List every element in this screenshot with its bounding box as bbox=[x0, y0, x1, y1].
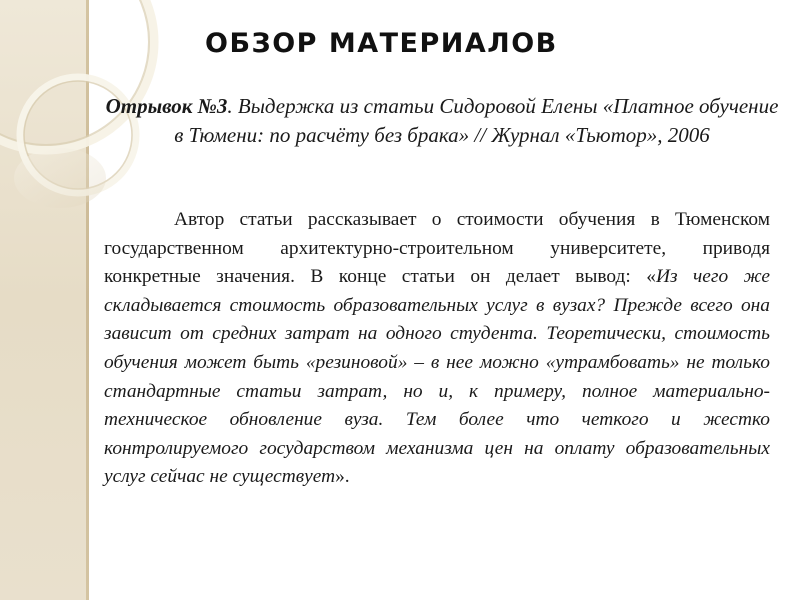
slide-title: ОБЗОР МАТЕРИАЛОВ bbox=[205, 28, 558, 59]
excerpt-heading bbox=[104, 92, 780, 150]
article-summary-paragraph bbox=[104, 206, 770, 492]
author-quote: Из чего же складывается стоимость образовательных услуг в вузах? Прежде всего она зависит от средних затрат на одного студента. Теоретически, стоимость обучения может быть «резиновой» – в нее можно «утрамбовать» не только стандартные статьи затрат, но и, к примеру, полное материально-техническое обновление вуза. Тем более что четкого и жестко контролируемого государством механизма цен на оплату образовательных услуг сейчас не существует bbox=[104, 266, 770, 488]
excerpt-label: Отрывок №3 bbox=[105, 94, 228, 118]
summary-intro: Автор статьи рассказывает о стоимости обучения в Тюменском государственном архитектурно-строительном университете, приводя конкретные значения. В конце статьи он делает вывод: « bbox=[104, 209, 770, 288]
ring-highlight bbox=[14, 148, 106, 208]
excerpt-source: . Выдержка из статьи Сидоровой Елены «Платное обучение в Тюмени: по расчёту без брака» // Журнал «Тьютор», 2006 bbox=[174, 94, 779, 147]
quote-closing: ». bbox=[335, 466, 350, 488]
